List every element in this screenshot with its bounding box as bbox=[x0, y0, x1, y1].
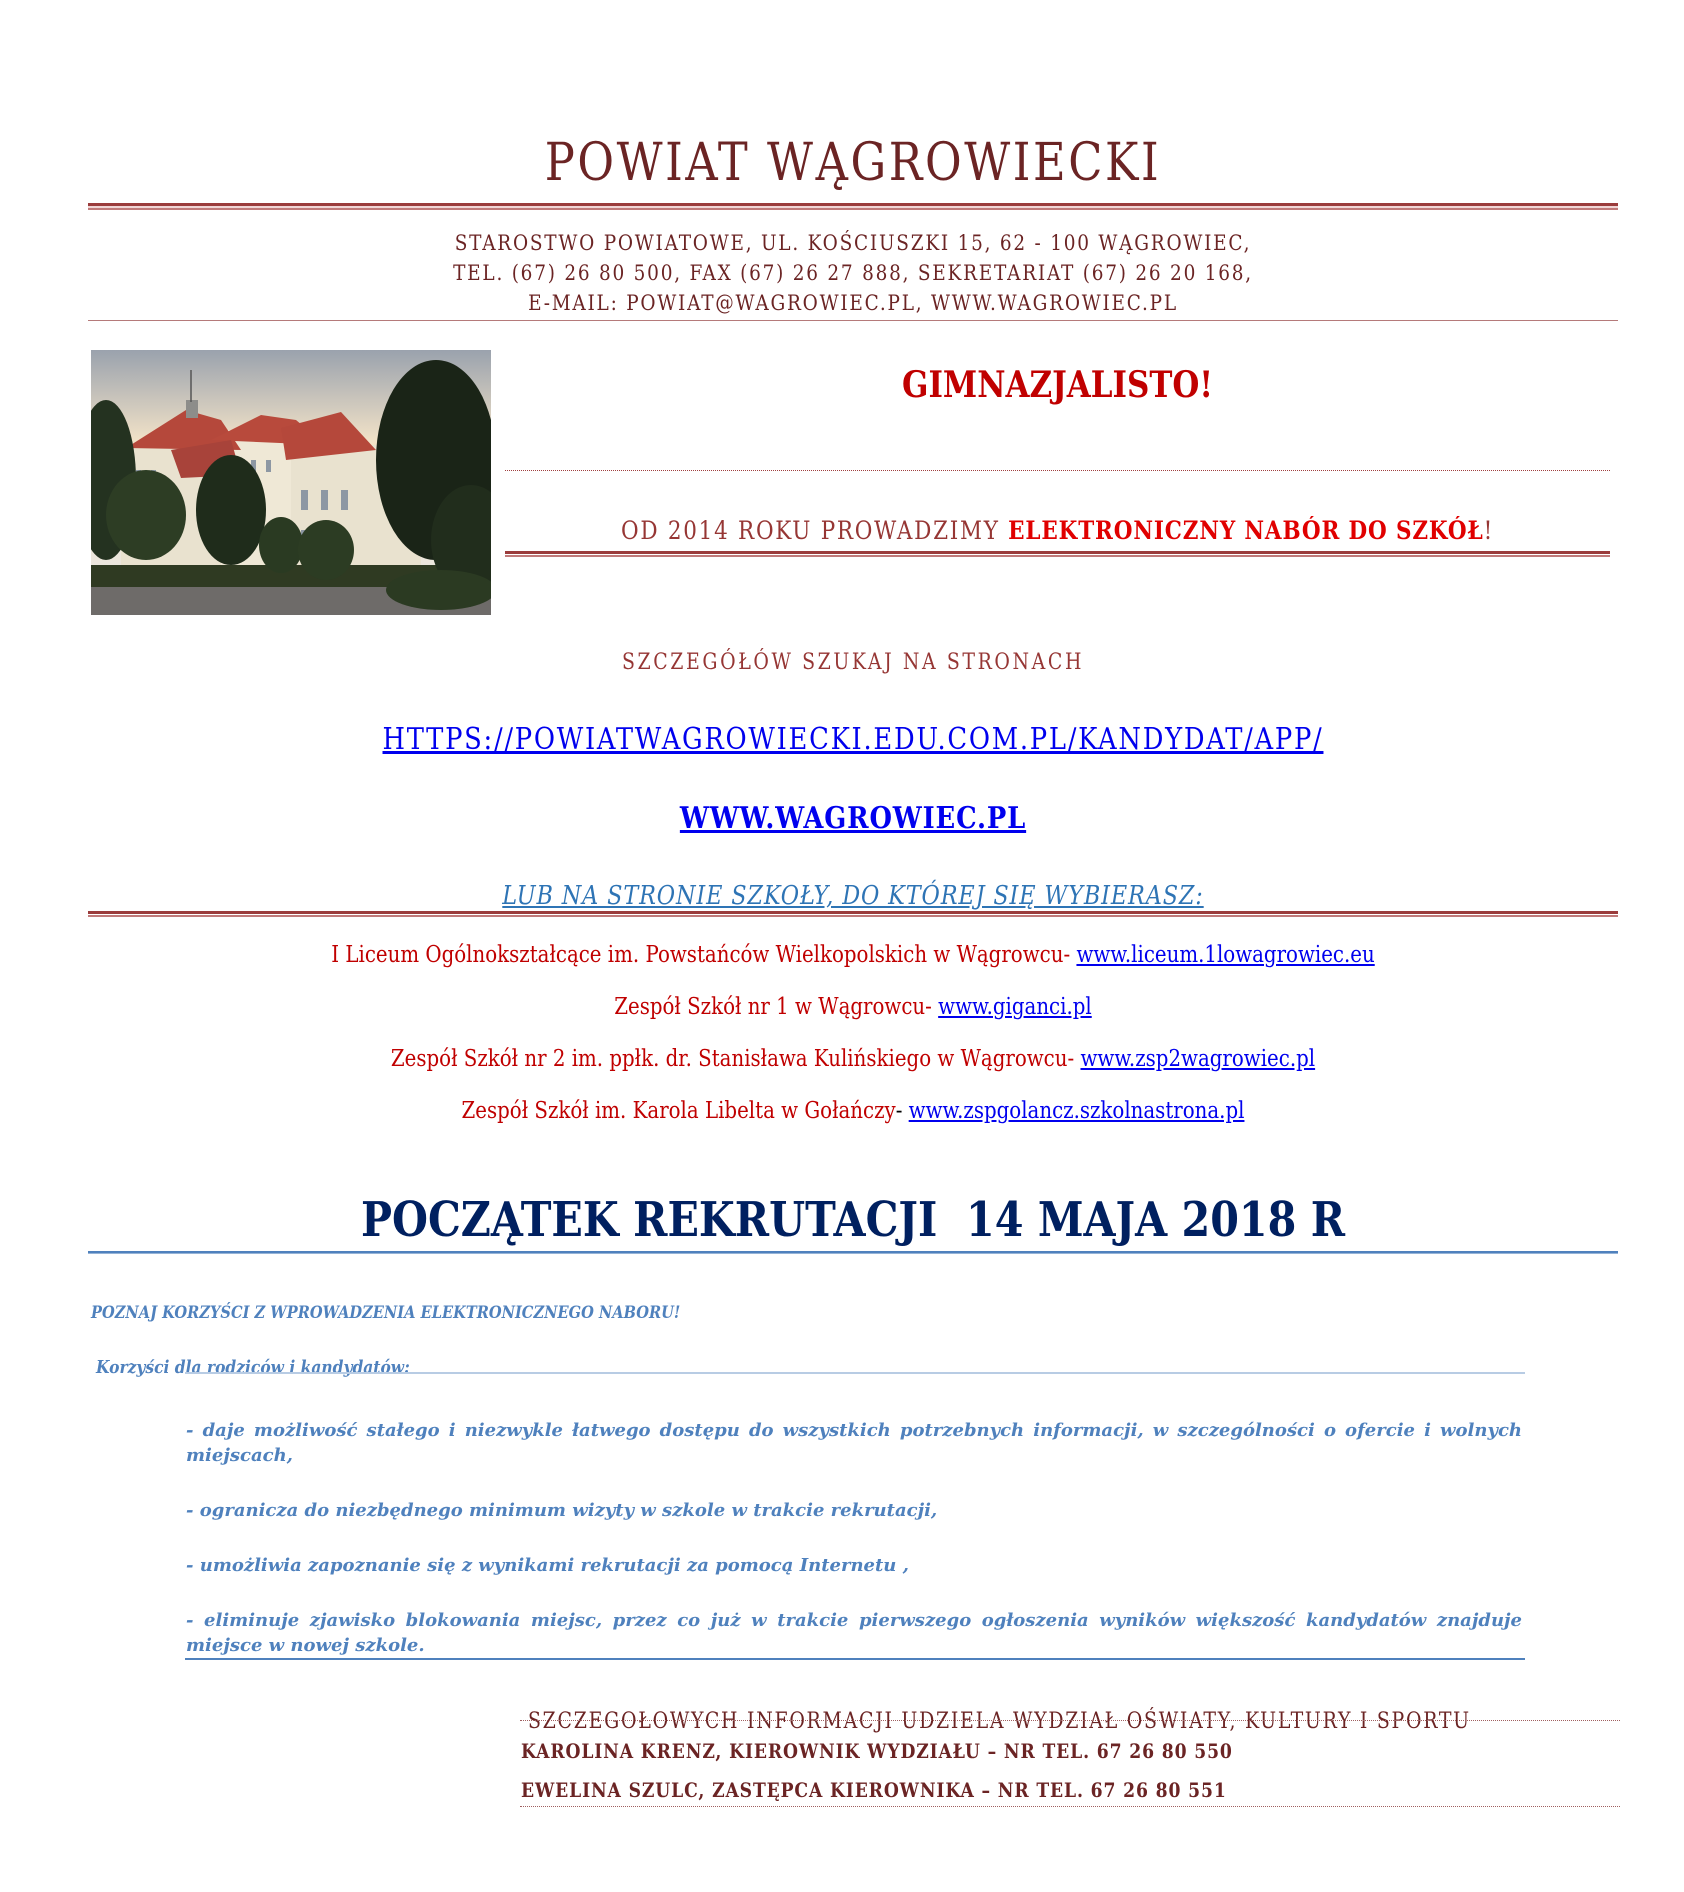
schools-divider bbox=[88, 911, 1618, 917]
building-photo bbox=[91, 350, 491, 615]
subline-suffix: ! bbox=[1483, 516, 1494, 545]
hero-dotted-divider bbox=[505, 470, 1610, 471]
benefits-bottom-divider bbox=[185, 1658, 1525, 1660]
hero-divider bbox=[505, 551, 1610, 557]
school-link[interactable]: www.liceum.1lowagrowiec.eu bbox=[1076, 942, 1375, 968]
address-block bbox=[88, 228, 1618, 318]
benefit-item: - daje możliwość stałego i niezwykle łatwego dostępu do wszystkich potrzebnych informacji, w szczególności o ofercie i wolnych miejscach, bbox=[186, 1420, 1522, 1466]
kandydat-app-link[interactable]: HTTPS://POWIATWAGROWIECKI.EDU.COM.PL/KANDYDAT/APP/ bbox=[382, 722, 1324, 757]
contact-person: EWELINA SZULC, ZASTĘPCA KIEROWNIKA – NR TEL. 67 26 80 551 bbox=[521, 1778, 1227, 1802]
header-divider bbox=[88, 203, 1618, 210]
benefit-item: - ogranicza do niezbędnego minimum wizyty w szkole w trakcie rekrutacji, bbox=[186, 1500, 938, 1521]
school-name: Zespół Szkół nr 2 im. ppłk. dr. Stanisława Kulińskiego w Wągrowcu- bbox=[390, 1046, 1081, 1072]
benefits-top-divider bbox=[185, 1372, 1525, 1374]
address-divider bbox=[88, 320, 1618, 321]
contact-line: TEL. (67) 26 80 500, FAX (67) 26 27 888, SEKRETARIAT (67) 26 20 168, bbox=[453, 261, 1253, 285]
school-separator: - bbox=[895, 1098, 909, 1124]
page-title: POWIAT WĄGROWIECKI bbox=[544, 133, 1162, 193]
subline-emphasis: ELEKTRONICZNY NABÓR DO SZKÓŁ bbox=[1008, 516, 1484, 545]
list-item bbox=[195, 990, 1511, 1042]
contact-heading: SZCZEGOŁOWYCH INFORMACJI UDZIELA WYDZIAŁ OŚWIATY, KULTURY I SPORTU bbox=[528, 1709, 1471, 1734]
address-line: STAROSTWO POWIATOWE, UL. KOŚCIUSZKI 15, 62 - 100 WĄGROWIEC, bbox=[454, 231, 1252, 255]
list-item bbox=[195, 1042, 1511, 1094]
benefit-item: - umożliwia zapoznanie się z wynikami rekrutacji za pomocą Internetu , bbox=[186, 1555, 909, 1576]
hero-subline bbox=[582, 513, 1532, 549]
list-item bbox=[195, 938, 1511, 990]
school-name: I Liceum Ogólnokształcące im. Powstańców Wielkopolskich w Wągrowcu- bbox=[331, 942, 1077, 968]
recruitment-divider bbox=[88, 1251, 1618, 1254]
benefit-item: - eliminuje zjawisko blokowania miejsc, przez co już w trakcie pierwszego ogłoszenia wyników większość kandydatów znajduje miejsce w nowej szkole. bbox=[186, 1610, 1522, 1656]
links-intro: SZCZEGÓŁÓW SZUKAJ NA STRONACH bbox=[621, 650, 1085, 675]
email-line: E-MAIL: POWIAT@WAGROWIEC.PL, WWW.WAGROWIEC.PL bbox=[528, 291, 1178, 315]
wagrowiec-link[interactable]: WWW.WAGROWIEC.PL bbox=[679, 801, 1027, 836]
school-name: Zespół Szkół im. Karola Libelta w Gołańczy bbox=[461, 1098, 896, 1124]
school-name: Zespół Szkół nr 1 w Wągrowcu- bbox=[614, 994, 939, 1020]
benefits-subtitle: Korzyści dla rodziców i kandydatów: bbox=[96, 1357, 410, 1378]
link-container bbox=[195, 797, 1511, 841]
hero-headline: GIMNAZJALISTO! bbox=[902, 364, 1213, 406]
schools-list bbox=[88, 938, 1618, 1146]
school-prompt: LUB NA STRONIE SZKOŁY, DO KTÓREJ SIĘ WYBIERASZ: bbox=[502, 881, 1204, 911]
subline-prefix: OD 2014 ROKU PROWADZIMY bbox=[621, 516, 1009, 545]
contact-bottom-divider bbox=[520, 1806, 1620, 1807]
benefits-list bbox=[186, 1418, 1522, 1658]
school-link[interactable]: www.zspgolancz.szkolnastrona.pl bbox=[908, 1098, 1245, 1124]
contact-dotted-divider bbox=[520, 1720, 1620, 1721]
list-item bbox=[195, 1094, 1511, 1146]
link-container bbox=[195, 718, 1511, 762]
school-link[interactable]: www.giganci.pl bbox=[938, 994, 1092, 1020]
recruitment-start-headline: POCZĄTEK REKRUTACJI 14 MAJA 2018 R bbox=[360, 1192, 1346, 1248]
benefits-title: POZNAJ KORZYŚCI Z WPROWADZENIA ELEKTRONICZNEGO NABORU! bbox=[91, 1303, 681, 1323]
school-link[interactable]: www.zsp2wagrowiec.pl bbox=[1080, 1046, 1316, 1072]
contact-person: KAROLINA KRENZ, KIEROWNIK WYDZIAŁU – NR TEL. 67 26 80 550 bbox=[521, 1739, 1233, 1763]
